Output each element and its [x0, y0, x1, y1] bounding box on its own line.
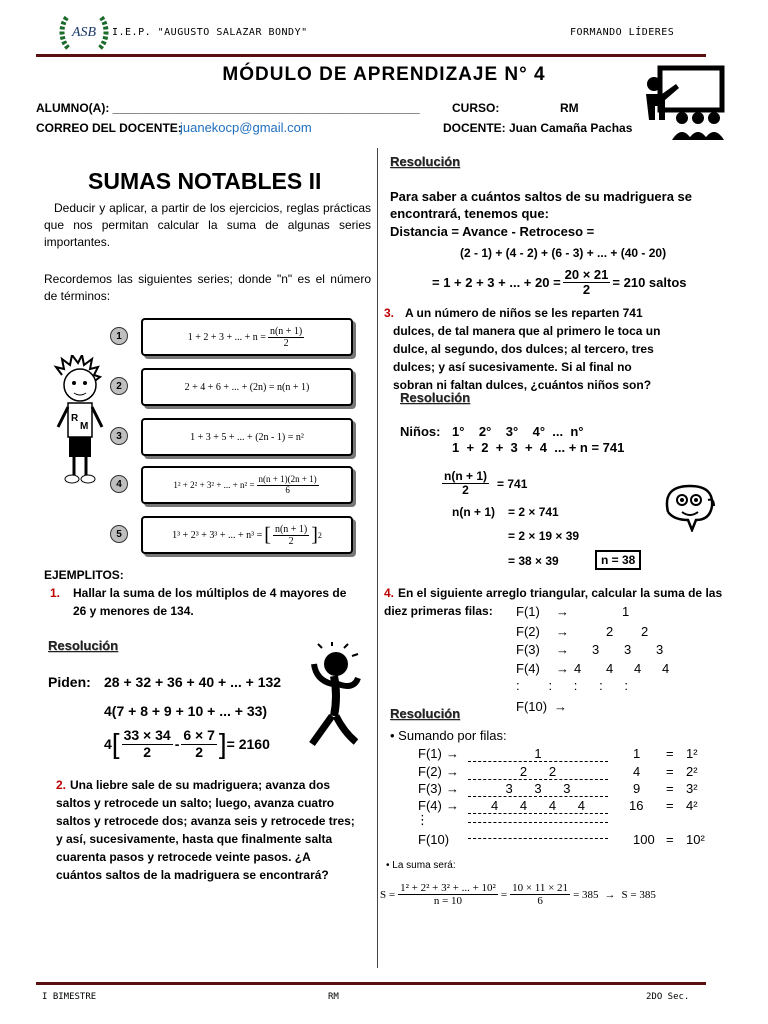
- svg-text:M: M: [80, 421, 89, 432]
- equals-sign: =: [666, 764, 674, 779]
- r2-line-1: (2 - 1) + (4 - 2) + (6 - 3) + ... + (40 - 20): [460, 246, 667, 260]
- final-result: S = 385: [621, 888, 656, 901]
- dashed-arrow: [468, 838, 608, 839]
- sum-row-label: F(2): [418, 764, 442, 779]
- email-value: juanekocp@gmail.com: [180, 120, 312, 135]
- final-fraction-2: [510, 882, 570, 907]
- column-divider: [377, 148, 378, 968]
- example-1-number: 1.: [50, 586, 61, 600]
- resolution-title: Resolución: [400, 390, 471, 405]
- final-value: = 385: [573, 888, 599, 901]
- series-rhs: n(n + 1): [277, 381, 310, 393]
- tri-value: 3: [624, 642, 632, 657]
- s3-lhs-2: n(n + 1): [452, 505, 496, 519]
- piden-label: Piden:: [48, 674, 91, 690]
- final-eq: =: [500, 888, 508, 901]
- frac-num: n(n + 1): [274, 523, 308, 535]
- intro-paragraph: Deducir y aplicar, a partir de los ejercicios, reglas prácticas que nos permitan calcular la suma de algunas series importantes.: [44, 201, 371, 249]
- course-value: RM: [560, 101, 579, 115]
- final-fraction-1: [398, 882, 498, 907]
- frac-den: 2: [288, 535, 294, 547]
- sum-row-total: 9: [633, 781, 641, 796]
- examples-title: EJEMPLITOS:: [44, 568, 124, 582]
- piden-coef: 4: [104, 736, 112, 752]
- sum-row-power: 10²: [686, 832, 705, 847]
- la-suma: • La suma será:: [386, 860, 456, 871]
- arrow-icon: →: [446, 746, 459, 761]
- r2-formula: Distancia = Avance - Retroceso =: [390, 224, 595, 239]
- sum-row-values: 1: [468, 746, 608, 762]
- sum-row-total: 100: [633, 832, 655, 847]
- arrow-icon: →: [556, 642, 569, 657]
- tri-value: 4: [662, 661, 670, 676]
- email-label: CORREO DEL DOCENTE:: [36, 121, 182, 135]
- frac-num: 1² + 2² + 3² + ... + 10²: [400, 882, 496, 894]
- series-number: 1: [110, 327, 128, 345]
- series-number: 4: [110, 475, 128, 493]
- arrow-icon: →: [554, 699, 567, 714]
- tri-value: 3: [656, 642, 664, 657]
- ninos-ordinals: 1° 2° 3° 4° ... n°: [452, 424, 584, 439]
- dashed-arrow: [468, 822, 608, 823]
- series-lhs: 1 + 2 + 3 + ... + n =: [187, 331, 266, 343]
- frac-den: 2: [283, 337, 289, 349]
- school-motto: FORMANDO LÍDERES: [570, 27, 675, 38]
- frac-num: n(n + 1)(2n + 1): [258, 473, 317, 484]
- r2-line-2-post: = 210 saltos: [612, 275, 687, 291]
- series-lhs: 1³ + 2³ + 3³ + ... + n³ =: [172, 529, 263, 541]
- equals-sign: =: [666, 798, 674, 813]
- section-title: SUMAS NOTABLES II: [88, 168, 322, 194]
- tri-row-label: F(10): [516, 699, 548, 714]
- example-3-number: 3.: [384, 306, 395, 320]
- s3-eq-1-rhs: = 741: [497, 476, 528, 491]
- series-number: 2: [110, 377, 128, 395]
- equals-sign: =: [666, 746, 674, 761]
- svg-text:R: R: [71, 413, 79, 424]
- minus-sign: -: [174, 736, 180, 752]
- cartoon-boy-image: [52, 355, 106, 485]
- s3-answer-box: n = 38: [595, 550, 641, 570]
- series-formula-5: [141, 516, 353, 554]
- ninos-label: Niños:: [400, 424, 441, 439]
- sum-row-total: 16: [629, 798, 644, 813]
- teacher-value: Juan Camaña Pachas: [509, 121, 633, 135]
- arrow-icon: →: [556, 604, 569, 619]
- tri-value: 1: [622, 604, 630, 619]
- series-formula-2: [141, 368, 353, 406]
- arrow-icon: →: [446, 764, 459, 779]
- bracket-close: ]: [311, 523, 318, 546]
- r2-line-2: [432, 268, 686, 298]
- frac-den: 2: [462, 483, 469, 498]
- s3-eq-3: = 2 × 19 × 39: [508, 529, 580, 543]
- final-equation: [380, 882, 656, 907]
- recall-paragraph: Recordemos las siguientes series; donde "n" es el número de términos:: [44, 272, 371, 303]
- tri-dots: : : : : :: [516, 678, 628, 693]
- s3-eq-1: [440, 470, 527, 497]
- footer-left: I BIMESTRE: [42, 992, 97, 1002]
- example-2-text: Una liebre sale de su madriguera; avanza dos saltos y retrocede un salto; luego, avanza cuatro saltos y retrocede dos; avanza seis y retrocede tres; y así, sucesivamente, hasta que finalmente salta cuarenta pasos y retrocede veinte pasos. ¿A cuántos saltos de la madriguera se encontrará?: [56, 778, 355, 882]
- vertical-dots: ⋮: [416, 812, 429, 827]
- frac-num: 10 × 11 × 21: [512, 882, 569, 894]
- bracket-open: [: [111, 728, 120, 759]
- footer-right: 2DO Sec.: [646, 992, 690, 1002]
- series-formula-3: [141, 418, 353, 456]
- sum-row-values: 2 2: [468, 764, 608, 780]
- series-formula-1: [141, 318, 353, 356]
- series-formula-4: [141, 466, 353, 504]
- ninos-values: 1 + 2 + 3 + 4 ... + n = 741: [452, 440, 625, 455]
- sum-row-power: 3²: [686, 781, 698, 796]
- resolution-title: Resolución: [48, 638, 119, 653]
- s3-eq-2: = 2 × 741: [508, 505, 559, 519]
- cartoon-face-image: [658, 482, 718, 532]
- footer-rule: [36, 982, 706, 985]
- resolution-title: Resolución: [390, 706, 461, 721]
- footer-center: RM: [328, 992, 339, 1002]
- r2-fraction: [563, 268, 611, 298]
- arrow-icon: →: [556, 624, 569, 639]
- series-number: 3: [110, 427, 128, 445]
- piden-fraction-2: [181, 728, 217, 760]
- piden-line-2: 4(7 + 8 + 9 + 10 + ... + 33): [104, 703, 268, 719]
- series-fraction: [273, 524, 309, 547]
- series-number: 5: [110, 525, 128, 543]
- logo-text: ASB: [71, 25, 97, 40]
- student-field: ALUMNO(A): ______________________________________________: [36, 101, 420, 115]
- equals-sign: =: [666, 781, 674, 796]
- tri-value: 2: [606, 624, 614, 639]
- course-label: CURSO:: [452, 101, 500, 115]
- sum-row-total: 1: [633, 746, 641, 761]
- header-rule: [36, 54, 706, 57]
- arrow-icon: →: [446, 798, 459, 813]
- example-1-text: Hallar la suma de los múltiplos de 4 mayores de 26 y menores de 134.: [73, 586, 347, 618]
- bracket-open: [: [264, 523, 271, 546]
- tri-row-label: F(3): [516, 642, 540, 657]
- school-name: I.E.P. "AUGUSTO SALAZAR BONDY": [112, 27, 308, 38]
- arrow-icon: →: [556, 661, 569, 676]
- sum-row-label: F(3): [418, 781, 442, 796]
- frac-den: 6: [285, 484, 290, 495]
- frac-den: 2: [582, 282, 591, 298]
- series-lhs: 1² + 2² + 3² + ... + n² =: [173, 480, 255, 490]
- sum-row-power: 1²: [686, 746, 698, 761]
- tri-row-label: F(4): [516, 661, 540, 676]
- piden-result: = 2160: [226, 736, 270, 752]
- module-title: MÓDULO DE APRENDIZAJE N° 4: [222, 64, 546, 85]
- piden-fraction-1: [122, 728, 173, 760]
- example-2-number: 2.: [56, 778, 67, 792]
- tri-value: 3: [592, 642, 600, 657]
- series-exponent: 2: [317, 530, 322, 540]
- arrow-icon: →: [446, 781, 459, 796]
- frac-den: 6: [537, 895, 543, 908]
- resolution-title: Resolución: [390, 154, 461, 169]
- frac-num: n(n + 1): [269, 325, 303, 337]
- r2-intro: Para saber a cuántos saltos de su madriguera se encontrará, tenemos que:: [390, 189, 693, 221]
- sum-row-power: 2²: [686, 764, 698, 779]
- frac-den: n = 10: [433, 895, 463, 908]
- tri-row-label: F(1): [516, 604, 540, 619]
- final-s: S =: [380, 888, 396, 901]
- sum-row-total: 4: [633, 764, 641, 779]
- tri-value: 2: [641, 624, 649, 639]
- piden-line-3: [104, 728, 270, 760]
- s3-fraction: [442, 470, 489, 497]
- tri-value: 4: [606, 661, 614, 676]
- example-3-text: A un número de niños se les reparten 741 dulces, de tal manera que al primero le toca un dulce, al segundo, dos dulces; al tercero, tres dulces; y así sucesivamente. Si al final no sobran ni faltan dulces, ¿cuántos niños son?: [393, 306, 661, 392]
- classroom-icon: [640, 64, 726, 144]
- r2-line-2-pre: = 1 + 2 + 3 + ... + 20 =: [432, 275, 561, 291]
- school-logo: [58, 12, 110, 52]
- sum-row-label: F(1): [418, 746, 442, 761]
- frac-den: 2: [195, 743, 204, 760]
- frac-num: 33 × 34: [123, 727, 171, 744]
- sum-bullet-text: Sumando por filas:: [398, 728, 507, 743]
- bracket-close: ]: [218, 728, 227, 759]
- series-lhs: 2 + 4 + 6 + ... + (2n) =: [184, 381, 275, 393]
- series-fraction: [257, 475, 319, 496]
- s3-eq-4: = 38 × 39: [508, 554, 559, 568]
- piden-line-1: 28 + 32 + 36 + 40 + ... + 132: [104, 674, 282, 690]
- sum-row-power: 4²: [686, 798, 698, 813]
- sum-row-values: 3 3 3: [468, 781, 608, 797]
- series-rhs: n²: [295, 431, 304, 443]
- sum-row-values: 4 4 4 4: [468, 798, 608, 814]
- frac-num: 20 × 21: [564, 267, 609, 282]
- frac-den: 2: [143, 743, 152, 760]
- series-fraction: [268, 326, 304, 349]
- sum-row-label: F(10): [418, 832, 450, 847]
- tri-value: 4: [574, 661, 582, 676]
- arrow-icon: →: [604, 888, 616, 901]
- frac-num: n(n + 1): [444, 469, 488, 483]
- equals-sign: =: [666, 832, 674, 847]
- sum-bullet: • Sumando por filas:: [390, 728, 507, 743]
- stick-figure-image: [302, 642, 372, 752]
- series-lhs: 1 + 3 + 5 + ... + (2n - 1) =: [190, 431, 294, 443]
- frac-num: 6 × 7: [183, 727, 215, 744]
- example-4-number: 4.: [384, 586, 395, 600]
- la-suma-text: La suma será:: [392, 860, 456, 871]
- example-4-text: En el siguiente arreglo triangular, calcular la suma de las diez primeras filas:: [384, 586, 723, 618]
- teacher-label: DOCENTE:: [443, 121, 506, 135]
- tri-value: 4: [634, 661, 642, 676]
- sum-row-label: F(4): [418, 798, 442, 813]
- tri-row-label: F(2): [516, 624, 540, 639]
